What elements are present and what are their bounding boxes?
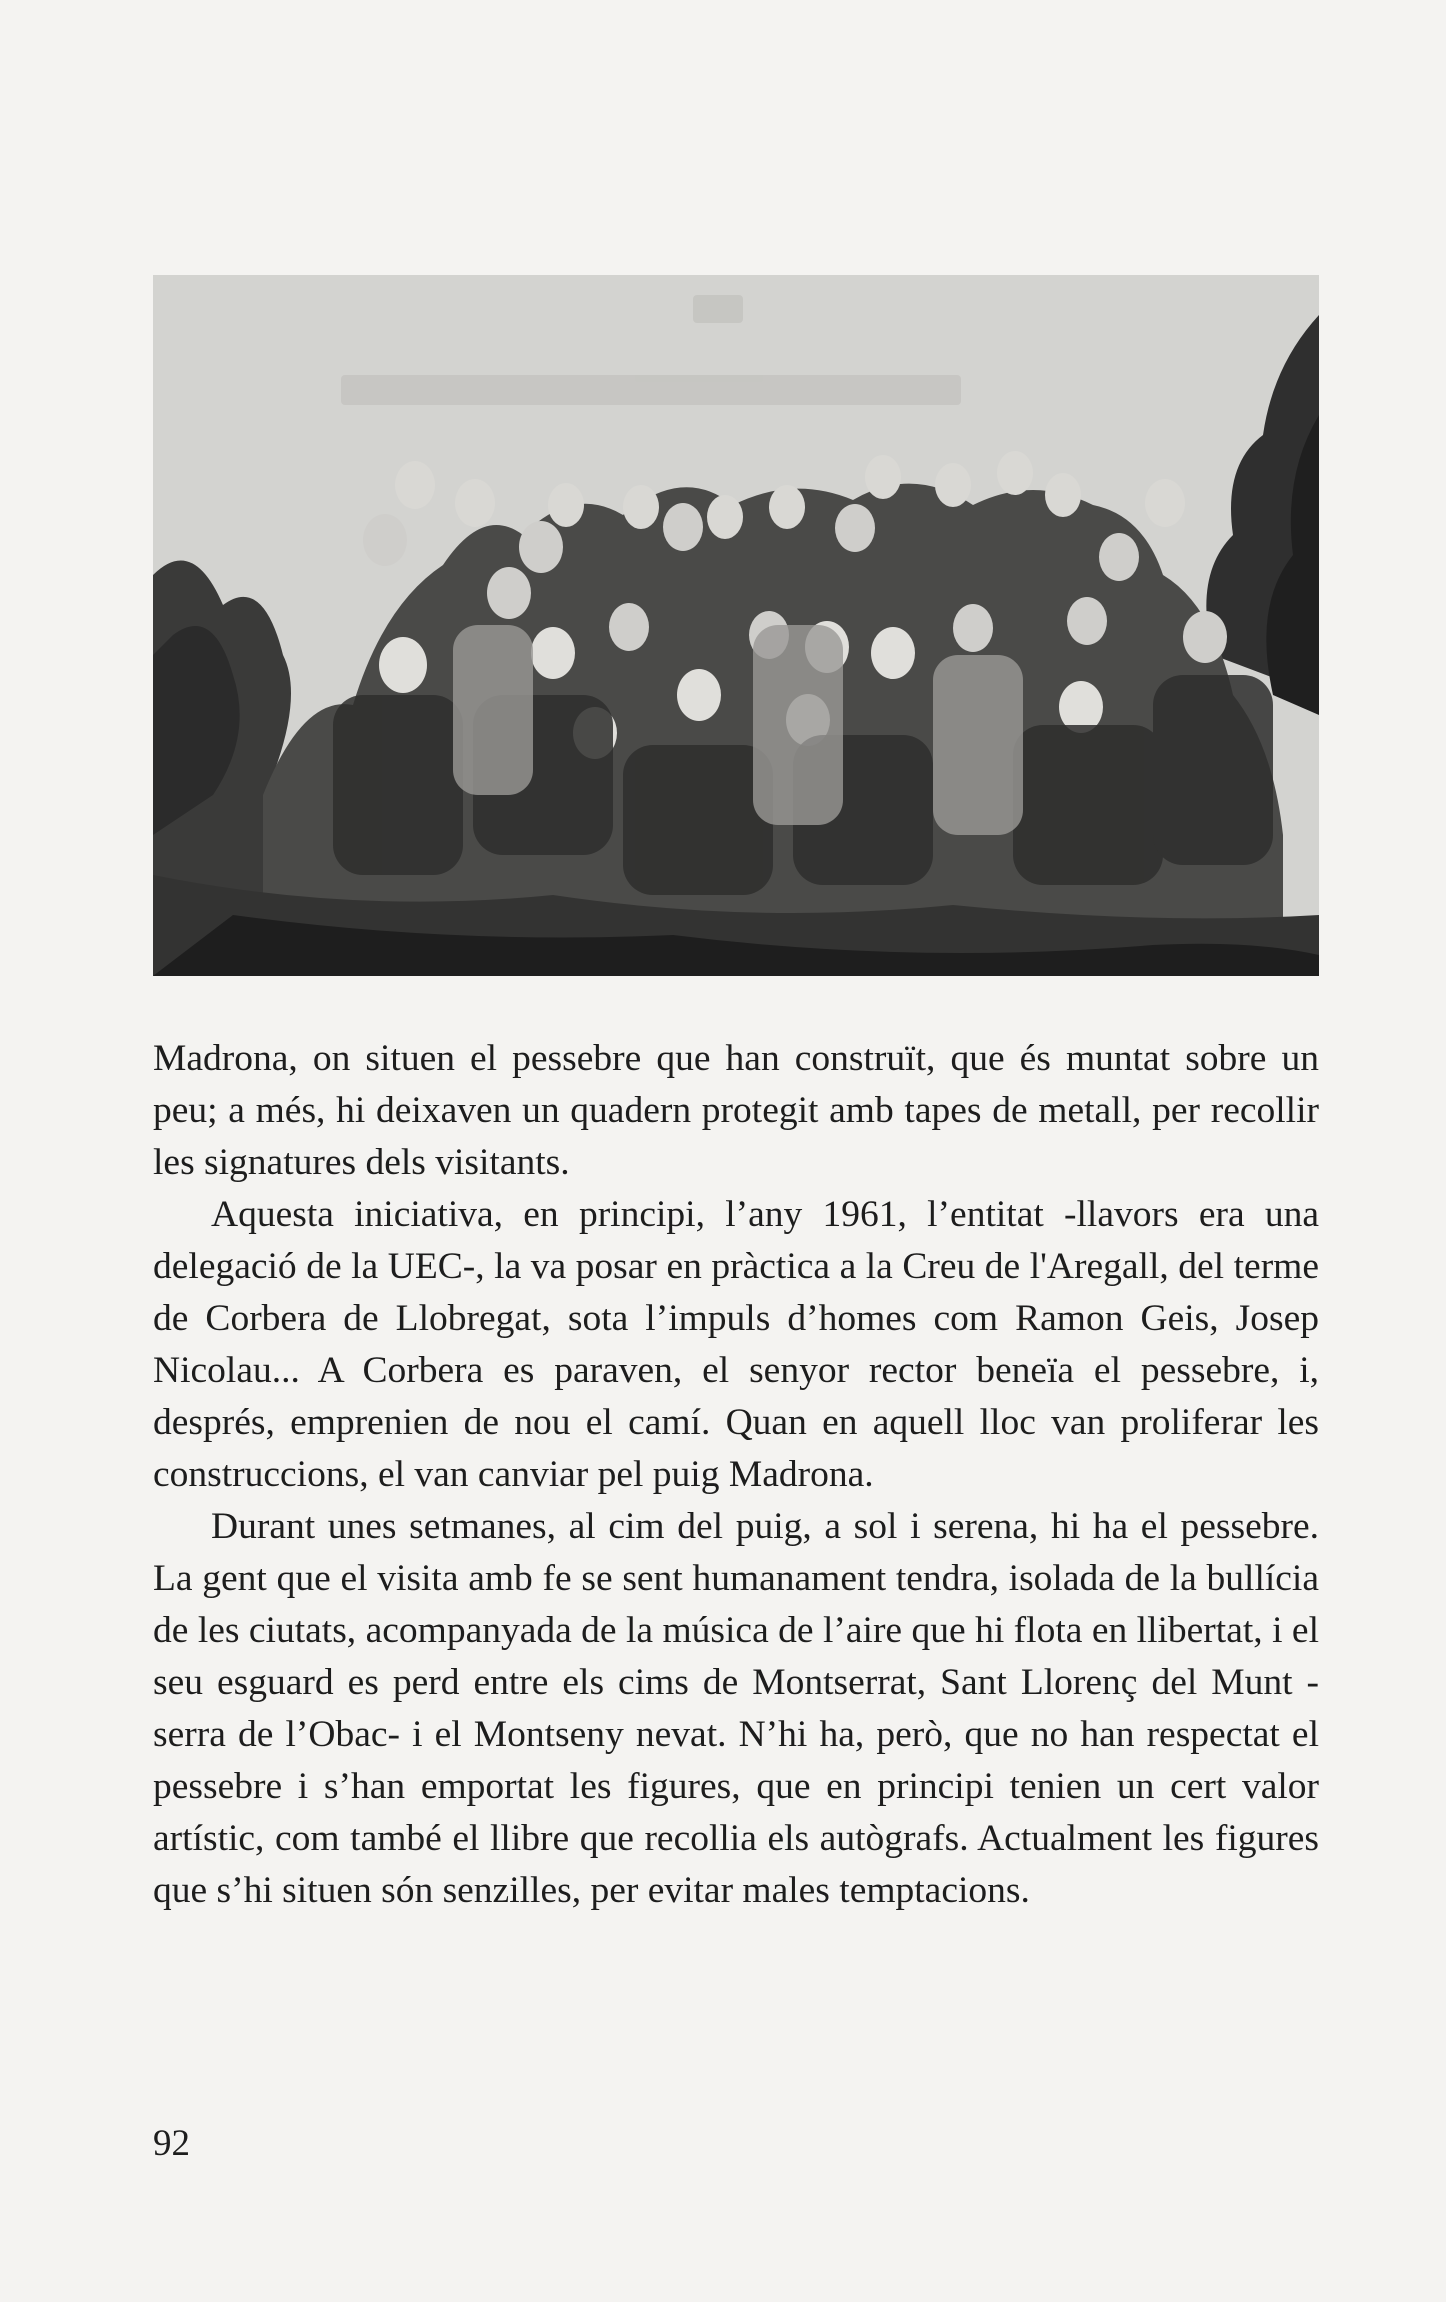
group-photo [153, 275, 1319, 976]
group-photo-icon [153, 275, 1319, 976]
page-number: 92 [153, 2123, 190, 2164]
paragraph-1: Madrona, on situen el pessebre que han construït, que és muntat sobre un peu; a més, hi deixaven un quadern protegit amb tapes de metall, per recollir les signatures dels visitants. [153, 1038, 1319, 1183]
paragraph-2: Aquesta iniciativa, en principi, l’any 1961, l’entitat -llavors era una delegació de la UEC-, la va posar en pràctica a la Creu de l'Aregall, del terme de Corbera de Llobregat, sota l’impuls d’homes com Ramon Geis, Josep Nicolau... A Corbera es paraven, el senyor rector beneïa el pessebre, i, després, emprenien de nou el camí. Quan en aquell lloc van proliferar les construccions, el van canviar pel puig Madrona. [153, 1194, 1319, 1495]
paragraph-3: Durant unes setmanes, al cim del puig, a sol i serena, hi ha el pessebre. La gent que el visita amb fe se sent humanament tendra, isolada de la bullícia de les ciutats, acompanyada de la música de l’aire que hi flota en llibertat, i el seu esguard es perd entre els cims de Montserrat, Sant Llorenç del Munt -serra de l’Obac- i el Montseny nevat. N’hi ha, però, que no han respectat el pessebre i s’han emportat les figures, que en principi tenien un cert valor artístic, com també el llibre que recollia els autògrafs. Actualment les figures que s’hi situen són senzilles, per evitar males temptacions. [153, 1506, 1319, 1911]
body-text [153, 1033, 1319, 1917]
